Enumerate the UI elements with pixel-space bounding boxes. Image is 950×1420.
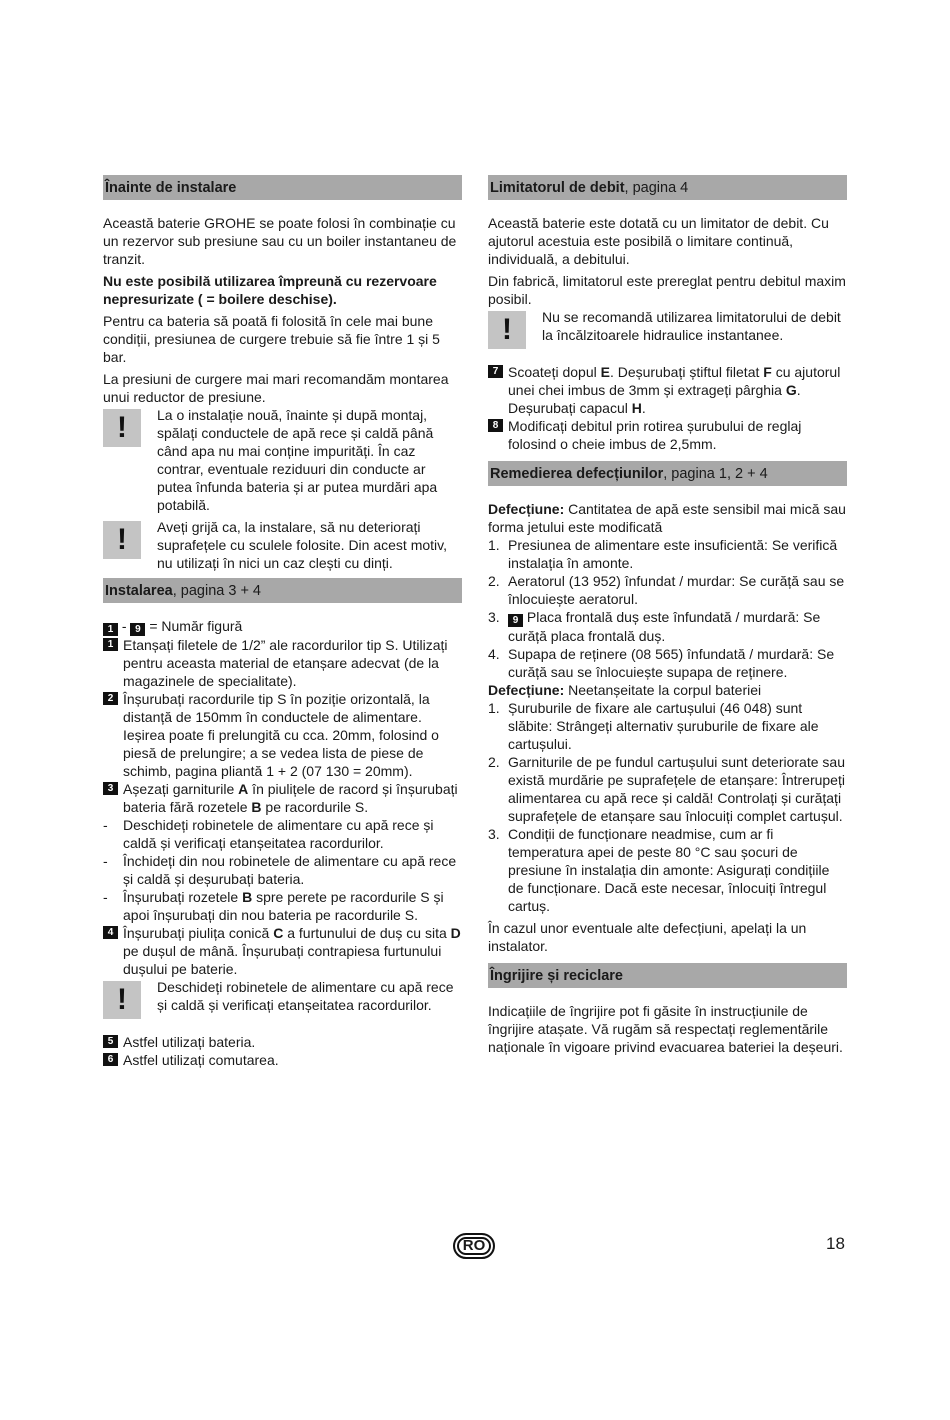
right-column (488, 175, 847, 1060)
step-8: 8 Modificați debitul prin rotirea șurubului de reglaj folosind o cheie imbus de 2,5mm. (488, 417, 847, 453)
list-item-text: Condiții de funcționare neadmise, cum ar fi temperatura apei de peste 80 °C sau șocuri de presiune în instalația din amonte: Asigurați condițiile de funcționare. Dacă este necesar, înlocuiți întregul cartuș. (508, 826, 830, 914)
step-1: 1 Etanșați filetele de 1/2” ale racordurilor tip S. Utilizați pentru aceasta material de etanșare adecvat (de la magazinele de specialitate). (103, 636, 462, 690)
list-item (488, 753, 847, 825)
list-item-text: Aeratorul (13 952) înfundat / murdar: Se curăță sau se înlocuiește aeratorul. (508, 573, 845, 607)
figure-number-badge: 1 (103, 623, 118, 636)
list-item-text: Presiunea de alimentare este insuficientă: Se verifică instalația în amonte. (508, 537, 838, 571)
step-3: 3 Așezați garniturile A în piulițele de racord și înșurubați bateria fără rozetele B pe racordurile S. (103, 780, 462, 816)
list-item-number: 3. (488, 826, 500, 842)
fault-description: Defecțiune: Neetanșeitate la corpul bateriei (488, 682, 762, 698)
warning-icon: ! (103, 521, 141, 559)
paragraph: Indicațiile de îngrijire pot fi găsite în instrucțiunile de îngrijire atașate. Vă rugăm să respectați reglementările naționale în vigoare privind evacuarea bateriei la deșeuri. (488, 1003, 843, 1055)
paragraph: Pentru ca bateria să poată fi folosită în cele mai bune condiții, presiunea de curgere trebuie să fie între 1 și 5 bar. (103, 313, 440, 365)
figure-legend: 1 - 9 = Număr figură (103, 617, 462, 636)
list-item-number: 2. (488, 573, 500, 589)
list-item-number: 4. (488, 646, 500, 662)
paragraph: La presiuni de curgere mai mari recomandăm montarea unui reductor de presiune. (103, 371, 449, 405)
fault-list (488, 699, 847, 915)
step-number-badge: 8 (488, 419, 503, 432)
step-number-badge: 6 (103, 1053, 118, 1066)
paragraph: Această baterie este dotată cu un limitator de debit. Cu ajutorul acestuia este posibilă o limitare continuă, individuală, a debitului. (488, 215, 829, 267)
list-item-text: Garniturile de pe fundul cartușului sunt deteriorate sau există murdărie pe suprafețele de etanșare: Întrerupeți alimentarea cu apă rece și caldă! Controlați și curățați suprafețele de etanșare sau înlocuiți complet cartușul. (508, 754, 845, 824)
warning-icon: ! (103, 409, 141, 447)
list-item (488, 645, 847, 681)
warning-icon: ! (103, 981, 141, 1019)
section-header-installation: Instalarea, pagina 3 + 4 (103, 578, 462, 603)
dash-item: - Înșurubați rozetele B spre perete pe racordurile S și apoi înșurubați din nou bateria pe racordurile S. (103, 889, 444, 923)
left-column (103, 175, 462, 1069)
list-item-text: Șuruburile de fixare ale cartușului (46 048) sunt slăbite: Strângeți alternativ șuruburile de fixare ale cartușului. (508, 700, 819, 752)
dash-item: - Deschideți robinetele de alimentare cu apă rece și caldă și verificați etanșeitatea racordurilor. (103, 817, 434, 851)
step-4: 4 Înșurubați piulița conică C a furtunului de duș cu sita D pe dușul de mână. Înșurubați contrapiesa furtunului dușului pe baterie. (103, 924, 462, 978)
warning-text: Nu se recomandă utilizarea limitatorului de debit la încălzitoarele hidraulice instantanee. (542, 309, 841, 343)
fault-description: Defecțiune: Cantitatea de apă este sensibil mai mică sau forma jetului este modificată (488, 501, 846, 535)
list-item-text: Supapa de reținere (08 565) înfundată / murdară: Se curăță sau se înlocuiește supapa de reținere. (508, 646, 835, 680)
step-5: 5 Astfel utilizați bateria. (103, 1033, 462, 1051)
warning-note (103, 978, 462, 1019)
dash-item: - Închideți din nou robinetele de alimentare cu apă rece și caldă și deșurubați bateria. (103, 853, 457, 887)
step-number-badge: 3 (103, 782, 118, 795)
section-header-before-install: Înainte de instalare (103, 175, 462, 200)
list-item (488, 572, 847, 608)
step-number-badge: 5 (103, 1035, 118, 1048)
list-item (488, 536, 847, 572)
list-item-text: 9 Placa frontală duș este înfundată / murdară: Se curăță placa frontală duș. (508, 609, 821, 644)
warning-note (103, 406, 462, 514)
step-number-badge: 1 (103, 638, 118, 651)
step-number-badge: 7 (488, 365, 503, 378)
step-6: 6 Astfel utilizați comutarea. (103, 1051, 462, 1069)
warning-note (103, 518, 462, 572)
page-number: 18 (826, 1234, 845, 1253)
paragraph: Din fabrică, limitatorul este prereglat pentru debitul maxim posibil. (488, 273, 846, 307)
paragraph: Această baterie GROHE se poate folosi în combinație cu un rezervor sub presiune sau cu un boiler instantaneu de tranzit. (103, 215, 457, 267)
list-item (488, 608, 847, 645)
fault-list (488, 536, 847, 681)
list-item-number: 3. (488, 609, 500, 625)
figure-number-badge: 9 (508, 614, 523, 627)
step-number-badge: 4 (103, 926, 118, 939)
warning-text: La o instalație nouă, înainte și după montaj, spălați conductele de apă rece și caldă până când apa nu mai conține impurități. În caz contrar, eventuale reziduuri din conducte ar putea înfunda bateria și ar putea murdări apa potabilă. (157, 407, 438, 513)
warning-text: Aveți grijă ca, la instalare, să nu deteriorați suprafețele cu sculele folosite. Din acest motiv, nu utilizați în nici un caz clești cu dinți. (157, 519, 447, 571)
step-number-badge: 2 (103, 692, 118, 705)
paragraph: În cazul unor eventuale alte defecțiuni, apelați la un instalator. (488, 920, 807, 954)
warning-note (488, 308, 847, 349)
section-header-troubleshooting: Remedierea defecțiunilor, pagina 1, 2 + 4 (488, 461, 847, 486)
warning-text: Deschideți robinetele de alimentare cu apă rece și caldă și verificați etanșeitatea racordurilor. (157, 979, 454, 1013)
language-badge: RO (453, 1233, 495, 1259)
figure-number-badge: 9 (130, 623, 145, 636)
list-item-number: 1. (488, 700, 500, 716)
paragraph-bold: Nu este posibilă utilizarea împreună cu rezervoare nepresurizate ( = boilere deschise). (103, 273, 437, 307)
step-7: 7 Scoateți dopul E. Deșurubați știftul filetat F cu ajutorul unei chei imbus de 3mm și extrageți pârghia G. Deșurubați capacul H. (488, 363, 847, 417)
list-item-number: 2. (488, 754, 500, 770)
list-item (488, 825, 847, 915)
step-2: 2 Înșurubați racordurile tip S în poziție orizontală, la distanță de 150mm în conductele de alimentare. Ieșirea poate fi prelungită cu cca. 20mm, folosind o piesă de prelungire; a se vedea lista de piese de schimb, pagina pliantă 1 + 2 (07 130 = 20mm). (103, 690, 462, 780)
section-header-care: Îngrijire și reciclare (488, 963, 847, 988)
warning-icon: ! (488, 311, 526, 349)
list-item-number: 1. (488, 537, 500, 553)
list-item (488, 699, 847, 753)
section-header-flow-limiter: Limitatorul de debit, pagina 4 (488, 175, 847, 200)
